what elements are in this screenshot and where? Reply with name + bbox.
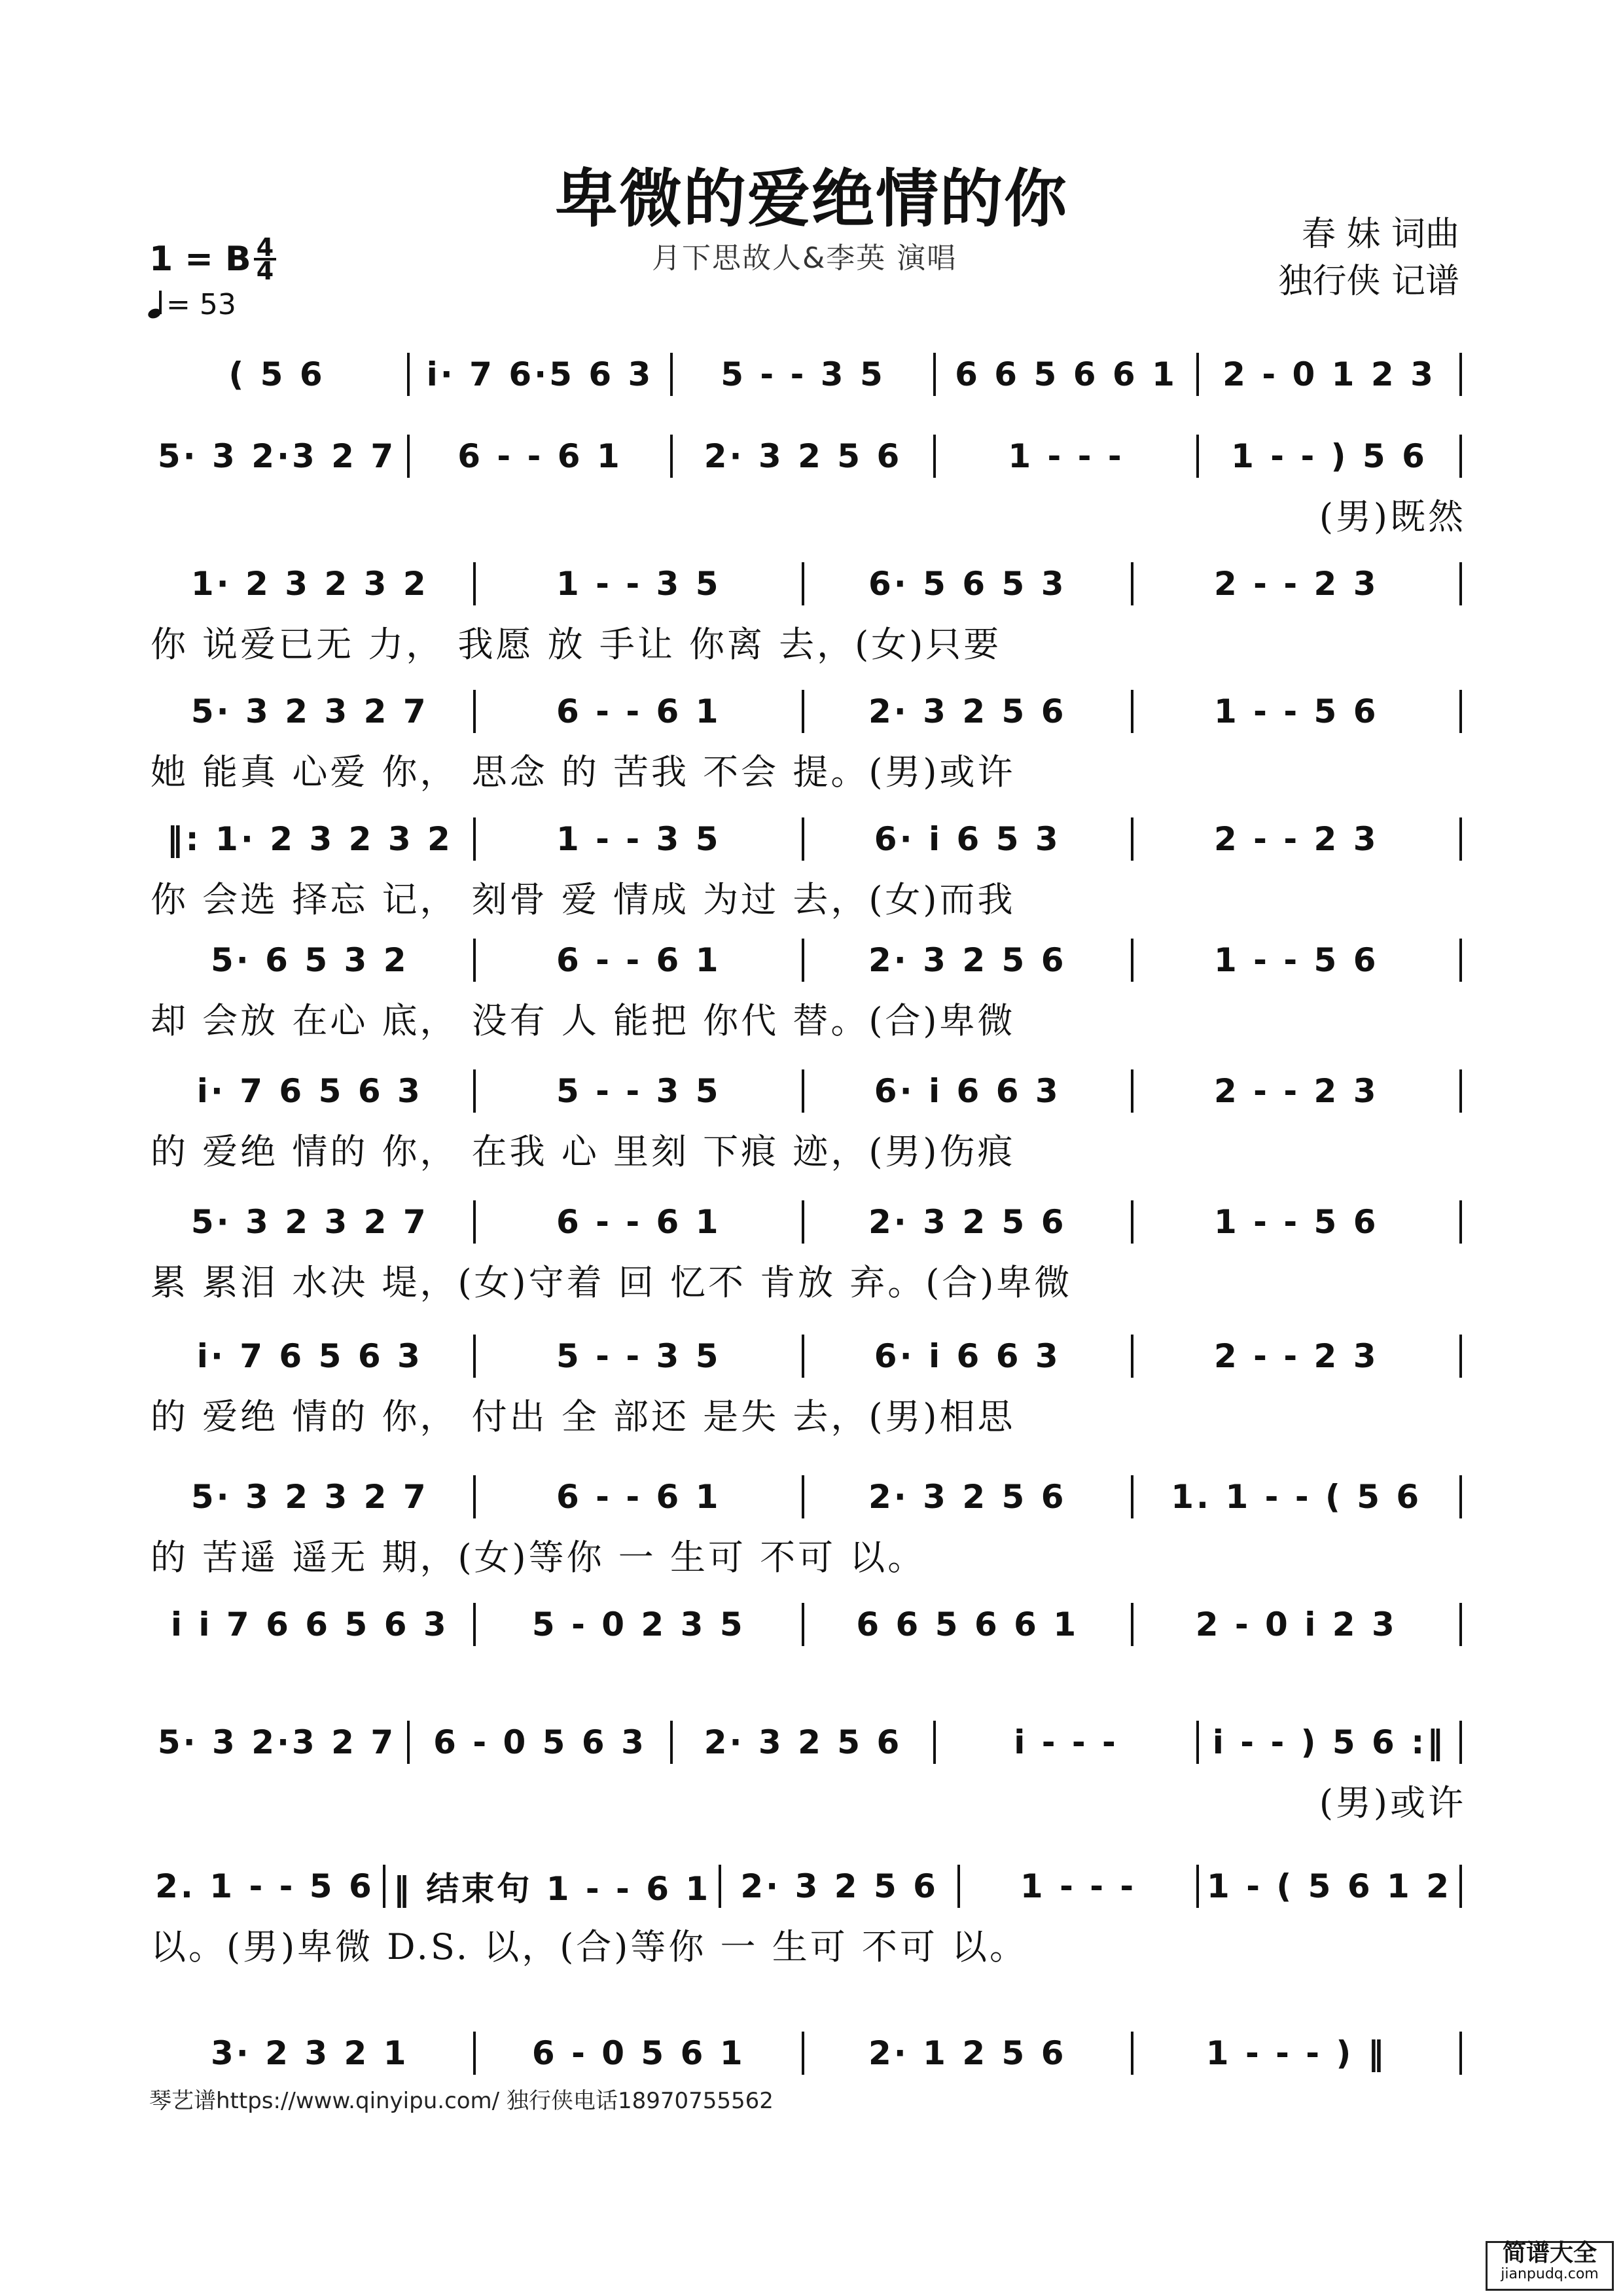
key-signature: 1 = B xyxy=(149,240,251,279)
measure: 2· 3 2 5 6 xyxy=(868,1478,1067,1516)
lyrics-line-13: 以。(男)卑微 D.S. 以，(合)等你 一 生可 不可 以。 xyxy=(151,1926,1028,1967)
barline xyxy=(473,1335,476,1378)
measure: 6 - - 6 1 xyxy=(556,1203,721,1241)
measure: 1 - - 5 6 xyxy=(1213,941,1379,979)
logo-url: jianpudq.com xyxy=(1501,2266,1599,2282)
barline xyxy=(802,1335,804,1378)
barline xyxy=(1459,690,1462,733)
barline xyxy=(1131,2032,1133,2075)
notation-line-2 xyxy=(151,429,1466,484)
logo-title: 简谱大全 xyxy=(1502,2240,1597,2267)
barline xyxy=(1131,1069,1133,1113)
barline xyxy=(1131,690,1133,733)
barline xyxy=(473,562,476,605)
measure: 2· 3 2 5 6 xyxy=(868,692,1067,730)
barline xyxy=(1196,1721,1199,1764)
measure: 5· 3 2 3 2 7 xyxy=(190,1478,429,1516)
barline xyxy=(407,353,410,396)
barline xyxy=(670,353,673,396)
lyrics-line-5: 你 会选 择忘 记， 刻骨 爱 情成 为过 去，(女)而我 xyxy=(151,879,1016,920)
barline xyxy=(802,817,804,861)
measure: 2 - - 2 3 xyxy=(1213,1072,1379,1110)
barline xyxy=(1131,817,1133,861)
notation-line-12 xyxy=(151,1715,1466,1770)
barline xyxy=(407,435,410,478)
measure: 6· 5 6 5 3 xyxy=(868,565,1067,603)
measure: i i 7 6 6 5 6 3 xyxy=(170,1605,449,1643)
barline xyxy=(1459,1200,1462,1244)
notation-line-10 xyxy=(151,1469,1466,1524)
time-signature-bottom: 4 xyxy=(256,257,274,285)
measure: 2· 3 2 5 6 xyxy=(740,1867,938,1905)
site-logo xyxy=(1486,2241,1614,2291)
notation-line-3 xyxy=(151,556,1466,611)
measure: 1. 1 - - ( 5 6 xyxy=(1171,1478,1422,1516)
measure: 1 - - ) 5 6 xyxy=(1231,437,1427,475)
notation-line-14 xyxy=(151,2026,1466,2081)
notation-line-11 xyxy=(151,1597,1466,1652)
measure: 2. 1 - - 5 6 xyxy=(155,1867,374,1905)
barline xyxy=(1196,435,1199,478)
measure: 2 - 0 1 2 3 xyxy=(1222,355,1436,393)
barline xyxy=(1459,1475,1462,1518)
barline xyxy=(1459,562,1462,605)
notation-line-7 xyxy=(151,1064,1466,1119)
measure: 5· 3 2 3 2 7 xyxy=(190,1203,429,1241)
measure: 2 - - 2 3 xyxy=(1213,820,1379,858)
lyrics-line-8: 累 累泪 水决 堤，(女)守着 回 忆不 肯放 弃。(合)卑微 xyxy=(151,1262,1073,1303)
barline xyxy=(1131,1603,1133,1646)
notation-line-4 xyxy=(151,684,1466,739)
measure: i· 7 6 5 6 3 xyxy=(196,1072,423,1110)
barline xyxy=(670,435,673,478)
lyrics-line-10: 的 苦遥 遥无 期，(女)等你 一 生可 不可 以。 xyxy=(151,1537,926,1578)
lyrics-line-3: 你 说爱已无 力， 我愿 放 手让 你离 去，(女)只要 xyxy=(151,624,1002,665)
barline xyxy=(1459,1865,1462,1908)
measure: 5· 3 2·3 2 7 xyxy=(157,437,397,475)
measure: 2· 1 2 5 6 xyxy=(868,2034,1067,2072)
measure: i· 7 6·5 6 3 xyxy=(426,355,654,393)
measure: 5· 3 2 3 2 7 xyxy=(190,692,429,730)
measure: 6 6 5 6 6 1 xyxy=(856,1605,1079,1643)
barline xyxy=(1459,2032,1462,2075)
measure: 2· 3 2 5 6 xyxy=(704,1723,902,1761)
measure: 6 - - 6 1 xyxy=(556,692,721,730)
barline xyxy=(1459,939,1462,982)
notation-line-1 xyxy=(151,347,1466,402)
barline xyxy=(473,690,476,733)
notation-line-5 xyxy=(151,812,1466,867)
measure: 1 - - - xyxy=(1020,1867,1137,1905)
barline xyxy=(473,817,476,861)
notation-line-13 xyxy=(151,1859,1466,1914)
performer-line: 月下思故人&李英 演唱 xyxy=(652,242,957,275)
footer-source: 琴艺谱https://www.qinyipu.com/ 独行侠电话18970755562 xyxy=(149,2088,774,2114)
barline xyxy=(802,1603,804,1646)
barline xyxy=(802,690,804,733)
lyrics-line-4: 她 能真 心爱 你， 思念 的 苦我 不会 提。(男)或许 xyxy=(151,751,1016,793)
measure: ( 5 6 xyxy=(228,355,325,393)
measure: 1 - ( 5 6 1 2 xyxy=(1207,1867,1452,1905)
measure: i - - - xyxy=(1014,1723,1118,1761)
credits xyxy=(1278,211,1459,305)
measure: 5· 6 5 3 2 xyxy=(210,941,409,979)
barline xyxy=(802,939,804,982)
barline xyxy=(802,1069,804,1113)
barline xyxy=(933,435,936,478)
measure: 6 - - 6 1 xyxy=(556,1478,721,1516)
measure: 6 - - 6 1 xyxy=(556,941,721,979)
measure: 1 - - - ) ‖ xyxy=(1205,2034,1387,2072)
barline xyxy=(1459,1603,1462,1646)
measure: 6· i 6 5 3 xyxy=(874,820,1061,858)
barline xyxy=(473,2032,476,2075)
measure: ‖ 结束句 1 - - 6 1 xyxy=(393,1870,711,1908)
measure: 1 - - 3 5 xyxy=(556,565,721,603)
measure: 6 - - 6 1 xyxy=(457,437,622,475)
measure: 3· 2 3 2 1 xyxy=(210,2034,409,2072)
measure: 6 - 0 5 6 3 xyxy=(433,1723,647,1761)
measure: 5· 3 2·3 2 7 xyxy=(157,1723,397,1761)
barline xyxy=(473,1069,476,1113)
measure: 2· 3 2 5 6 xyxy=(868,941,1067,979)
measure: 6 - 0 5 6 1 xyxy=(531,2034,745,2072)
measure: 6 6 5 6 6 1 xyxy=(955,355,1177,393)
measure: 2 - - 2 3 xyxy=(1213,565,1379,603)
barline xyxy=(1131,1475,1133,1518)
measure: 2 - - 2 3 xyxy=(1213,1337,1379,1375)
barline xyxy=(933,353,936,396)
measure: 5 - - 3 5 xyxy=(556,1072,721,1110)
barline xyxy=(1459,435,1462,478)
barline xyxy=(1131,1200,1133,1244)
measure: 2· 3 2 5 6 xyxy=(704,437,902,475)
notation-line-8 xyxy=(151,1194,1466,1249)
barline xyxy=(802,1475,804,1518)
barline xyxy=(1131,939,1133,982)
measure: 1 - - 3 5 xyxy=(556,820,721,858)
lyrics-line-12: (男)或许 xyxy=(1319,1782,1466,1823)
measure: 1 - - - xyxy=(1008,437,1124,475)
barline xyxy=(1131,1335,1133,1378)
measure: ‖: 1· 2 3 2 3 2 xyxy=(166,820,453,858)
quarter-note-icon xyxy=(148,292,162,318)
notation-line-6 xyxy=(151,933,1466,988)
measure: 6· i 6 6 3 xyxy=(874,1072,1061,1110)
measure: 1 - - 5 6 xyxy=(1213,692,1379,730)
page-title: 卑微的爱绝情的你 xyxy=(555,162,1068,236)
barline xyxy=(383,1865,385,1908)
lyrics-line-9: 的 爱绝 情的 你， 付出 全 部还 是失 去，(男)相思 xyxy=(151,1396,1016,1437)
measure: 1· 2 3 2 3 2 xyxy=(190,565,429,603)
credit-lyricist: 春 妹 词曲 xyxy=(1301,215,1459,254)
credit-transcriber: 独行侠 记谱 xyxy=(1278,262,1459,301)
measure: 5 - - 3 5 xyxy=(556,1337,721,1375)
barline xyxy=(407,1721,410,1764)
lyrics-line-2: (男)既然 xyxy=(1319,496,1466,537)
barline xyxy=(1459,353,1462,396)
measure: i· 7 6 5 6 3 xyxy=(196,1337,423,1375)
barline xyxy=(802,2032,804,2075)
barline xyxy=(1459,1335,1462,1378)
lyrics-line-6: 却 会放 在心 底， 没有 人 能把 你代 替。(合)卑微 xyxy=(151,1000,1016,1041)
barline xyxy=(802,562,804,605)
time-signature-top: 4 xyxy=(256,233,274,262)
measure: 2· 3 2 5 6 xyxy=(868,1203,1067,1241)
measure: i - - ) 5 6 :‖ xyxy=(1212,1723,1446,1761)
barline xyxy=(802,1200,804,1244)
barline xyxy=(473,1200,476,1244)
barline xyxy=(1196,353,1199,396)
barline xyxy=(1131,562,1133,605)
barline xyxy=(473,1603,476,1646)
barline xyxy=(473,1475,476,1518)
notation-line-9 xyxy=(151,1329,1466,1384)
barline xyxy=(1459,1069,1462,1113)
barline xyxy=(473,939,476,982)
barline xyxy=(1459,1721,1462,1764)
barline xyxy=(1459,817,1462,861)
barline xyxy=(1196,1865,1199,1908)
barline xyxy=(957,1865,960,1908)
measure: 6· i 6 6 3 xyxy=(874,1337,1061,1375)
measure: 5 - 0 2 3 5 xyxy=(531,1605,745,1643)
tempo-marking xyxy=(148,288,236,321)
barline xyxy=(670,1721,673,1764)
measure: 1 - - 5 6 xyxy=(1213,1203,1379,1241)
measure: 2 - 0 i 2 3 xyxy=(1195,1605,1397,1643)
tempo-value: = 53 xyxy=(166,288,236,321)
time-signature xyxy=(254,233,276,285)
measure: 5 - - 3 5 xyxy=(721,355,885,393)
barline xyxy=(933,1721,936,1764)
barline xyxy=(719,1865,721,1908)
lyrics-line-7: 的 爱绝 情的 你， 在我 心 里刻 下痕 迹，(男)伤痕 xyxy=(151,1131,1016,1172)
